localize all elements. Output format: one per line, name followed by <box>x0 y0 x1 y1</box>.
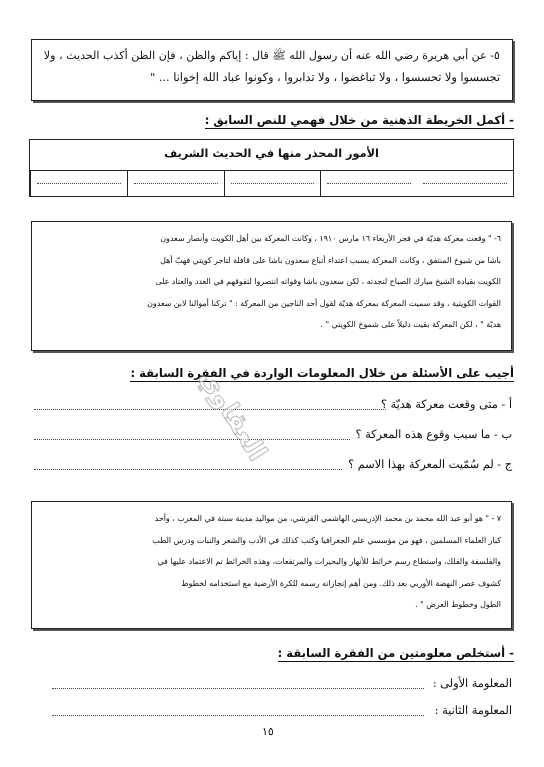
mindmap-instruction: - أكمل الخريطة الذهنية من خلال فهمي للنص السابق : <box>204 113 514 127</box>
idrisi-line-5: الطول وخطوط العرض " . <box>415 600 501 609</box>
hadiya-questions-instruction: أجيب على الأسئلة من خلال المعلومات الواردة في الفقرة السابقة : <box>130 366 514 380</box>
idrisi-box <box>31 501 512 629</box>
idrisi-line-4: كشوف عصر النهضة الأوربي بعد ذلك. ومن أهم إنجازاته رسمه للكرة الأرضية مع استخدامه لخطوط <box>181 578 501 588</box>
hadiya-battle-box <box>31 221 512 351</box>
info-second-label: المعلومة الثانية : <box>434 704 512 717</box>
question-c: ج - لم سُمّيت المعركة بهذا الاسم ؟ <box>348 458 512 471</box>
idrisi-line-1: ٧ - " هو أبو عبد الله محمد بن محمد الإدريسي الهاشمي القرشي، من مواليد مدينة سبتة في المغرب ، وأحد <box>154 514 501 523</box>
svg-text:العقاوي: العقاوي <box>192 364 273 467</box>
mindmap-answer-cell[interactable] <box>320 171 417 196</box>
hadith-line-1: ٥- عن أبي هريرة رضي الله عنه أن رسول الله ﷺ قال : إياكم والظن ، فإن الظن أكذب الحديث ، ولا <box>43 49 500 62</box>
mindmap-table-header: الأمور المحذر منها في الحديث الشريف <box>30 140 513 171</box>
question-b: ب - ما سبب وقوع هذه المعركة ؟ <box>355 428 512 441</box>
hadiya-line-2: باشا من شيوخ المنتفق ، وكانت المعركة بسبب اعتداء أتباع سعدون باشا على قافلة لتاجر كويتي فهبّ أهل <box>160 255 501 265</box>
hadith-line-2: تجسسوا ولا تحسسوا ، ولا تباغضوا ، ولا تدابروا ، وكونوا عباد الله إخوانا ... " <box>150 70 500 84</box>
info-first-label: المعلومة الأولى : <box>432 677 512 690</box>
mindmap-answer-cell[interactable] <box>30 171 127 196</box>
hadiya-line-5: هديّة " ، لكن المعركة بقيت دليلاً على شموخ الكويتي " . <box>320 320 501 329</box>
mindmap-table-cells <box>30 171 513 196</box>
page-number: ١٥ <box>262 725 274 738</box>
info-second-answer-line[interactable] <box>52 714 424 716</box>
mindmap-answer-cell[interactable] <box>127 171 224 196</box>
idrisi-line-2: كبار العلماء المسلمين ، فهو من مؤسسي علم الجغرافيا وكتب كذلك في الأدب والشعر والنبات ودرس الطب <box>152 535 501 545</box>
hadiya-line-3: الكويت بقيادة الشيخ مبارك الصباح لنجدته ، لكن سعدون باشا وقواته انتصروا لتفوقهم في العدد والعتاد على <box>155 277 501 286</box>
info-first-answer-line[interactable] <box>52 687 424 689</box>
mindmap-table <box>29 139 514 197</box>
hadiya-line-1: ٦- " وقعت معركة هديّة في فجر الأربعاء ١٦ مارس ١٩١٠ ، وكانت المعركة بين أهل الكويت وأنصار سعدون <box>160 234 501 243</box>
idrisi-questions-instruction: - أستخلص معلومتين من الفقرة السابقة : <box>277 646 514 660</box>
question-a: أ - متى وقعت معركة هديّة ؟ <box>380 398 512 411</box>
hadiya-line-4: القوات الكويتية ، وقد سميت المعركة بمعركة هديّة لقول أحد الناجين من المعركة : " تركنا أموالنا لابن سعدون <box>147 298 501 308</box>
hadith-box <box>31 39 513 101</box>
answer-line-c[interactable] <box>34 468 342 470</box>
mindmap-answer-cell[interactable] <box>417 171 513 196</box>
mindmap-answer-cell[interactable] <box>224 171 321 196</box>
idrisi-line-3: والفلسفة والفلك، واستطاع رسم خرائط للأنهار والبحيرات والمرتفعات، وهذه الخرائط تم الاعتماد عليها في <box>157 557 501 566</box>
